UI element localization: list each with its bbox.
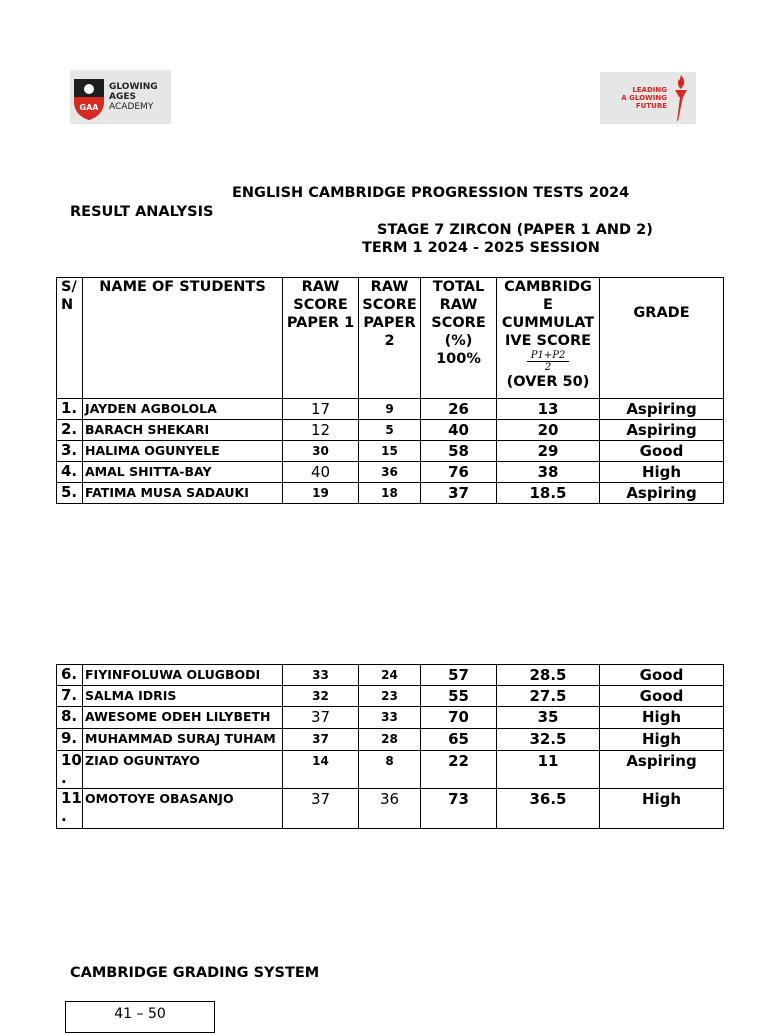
cumulative-score-cell: 11 xyxy=(497,751,600,789)
total-score-cell: 26 xyxy=(421,399,497,420)
student-name-cell: AMAL SHITTA-BAY xyxy=(83,462,283,483)
student-name-cell: AWESOME ODEH LILYBETH xyxy=(83,707,283,729)
table-row xyxy=(57,729,724,751)
grade-cell: High xyxy=(600,707,724,729)
paper1-score-cell: 17 xyxy=(283,399,359,420)
grade-cell: Aspiring xyxy=(600,420,724,441)
serial-number-cell: 11 . xyxy=(57,789,83,829)
student-name-cell: BARACH SHEKARI xyxy=(83,420,283,441)
student-name-cell: JAYDEN AGBOLOLA xyxy=(83,399,283,420)
student-name-cell: MUHAMMAD SURAJ TUHAM xyxy=(83,729,283,751)
paper2-score-cell: 36 xyxy=(359,462,421,483)
serial-number-cell: 2. xyxy=(57,420,83,441)
grade-cell: High xyxy=(600,789,724,829)
student-name-cell: OMOTOYE OBASANJO xyxy=(83,789,283,829)
grade-cell: High xyxy=(600,729,724,751)
table-row xyxy=(57,686,724,707)
paper1-score-cell: 19 xyxy=(283,483,359,504)
raw-paper2-header: RAW SCORE PAPER 2 xyxy=(359,278,421,399)
cumulative-score-cell: 32.5 xyxy=(497,729,600,751)
results-table-2 xyxy=(56,664,724,829)
cumulative-score-cell: 38 xyxy=(497,462,600,483)
paper1-score-cell: 32 xyxy=(283,686,359,707)
paper2-score-cell: 23 xyxy=(359,686,421,707)
paper2-score-cell: 5 xyxy=(359,420,421,441)
formula: P1+P2 2 xyxy=(497,350,599,373)
serial-number-cell: 8. xyxy=(57,707,83,729)
serial-number-cell: 9. xyxy=(57,729,83,751)
cumulative-score-cell: 29 xyxy=(497,441,600,462)
serial-number-cell: 7. xyxy=(57,686,83,707)
paper2-score-cell: 33 xyxy=(359,707,421,729)
sn-header: S/ N xyxy=(57,278,83,399)
paper1-score-cell: 14 xyxy=(283,751,359,789)
table-header-row xyxy=(57,278,724,399)
grade-cell: High xyxy=(600,462,724,483)
table-row xyxy=(57,707,724,729)
cumulative-score-cell: 13 xyxy=(497,399,600,420)
paper1-score-cell: 37 xyxy=(283,729,359,751)
name-header: NAME OF STUDENTS xyxy=(83,278,283,399)
logo-line-1: GLOWING xyxy=(109,82,158,92)
paper2-score-cell: 8 xyxy=(359,751,421,789)
paper2-score-cell: 18 xyxy=(359,483,421,504)
table-row xyxy=(57,420,724,441)
grade-cell: Aspiring xyxy=(600,751,724,789)
slogan-line-1: LEADING xyxy=(632,86,667,94)
paper2-score-cell: 24 xyxy=(359,665,421,686)
paper1-score-cell: 37 xyxy=(283,789,359,829)
student-name-cell: FIYINFOLUWA OLUGBODI xyxy=(83,665,283,686)
student-name-cell: ZIAD OGUNTAYO xyxy=(83,751,283,789)
serial-number-cell: 1. xyxy=(57,399,83,420)
cumulative-score-cell: 27.5 xyxy=(497,686,600,707)
table-row xyxy=(57,399,724,420)
raw-paper1-header: RAW SCORE PAPER 1 xyxy=(283,278,359,399)
slogan-line-3: FUTURE xyxy=(635,102,667,110)
total-score-cell: 70 xyxy=(421,707,497,729)
total-score-cell: 37 xyxy=(421,483,497,504)
serial-number-cell: 10 . xyxy=(57,751,83,789)
student-name-cell: SALMA IDRIS xyxy=(83,686,283,707)
grade-cell: Good xyxy=(600,665,724,686)
table-row xyxy=(57,751,724,789)
logo-line-2: AGES xyxy=(109,92,136,102)
svg-text:GAA: GAA xyxy=(79,103,99,112)
total-header: TOTAL RAW SCORE (%) 100% xyxy=(421,278,497,399)
serial-number-cell: 4. xyxy=(57,462,83,483)
grade-header: GRADE xyxy=(600,278,724,399)
total-score-cell: 57 xyxy=(421,665,497,686)
grade-cell: Good xyxy=(600,686,724,707)
total-score-cell: 22 xyxy=(421,751,497,789)
cumulative-score-cell: 35 xyxy=(497,707,600,729)
grade-cell: Aspiring xyxy=(600,483,724,504)
report-subtitle: RESULT ANALYSIS xyxy=(70,204,214,220)
slogan-line-2: A GLOWING xyxy=(621,94,667,102)
paper2-score-cell: 28 xyxy=(359,729,421,751)
leading-future-logo xyxy=(600,72,696,124)
total-score-cell: 65 xyxy=(421,729,497,751)
table-row xyxy=(57,665,724,686)
grade-range-box: 41 – 50 xyxy=(65,1001,215,1033)
total-score-cell: 76 xyxy=(421,462,497,483)
total-score-cell: 73 xyxy=(421,789,497,829)
torch-icon xyxy=(670,73,692,123)
grade-cell: Aspiring xyxy=(600,399,724,420)
table-row xyxy=(57,789,724,829)
total-score-cell: 40 xyxy=(421,420,497,441)
paper2-score-cell: 9 xyxy=(359,399,421,420)
cumulative-score-cell: 18.5 xyxy=(497,483,600,504)
cumulative-score-cell: 20 xyxy=(497,420,600,441)
paper1-score-cell: 40 xyxy=(283,462,359,483)
logo-line-3: ACADEMY xyxy=(109,102,154,112)
total-score-cell: 55 xyxy=(421,686,497,707)
glowing-ages-academy-logo xyxy=(70,70,171,124)
table-row xyxy=(57,462,724,483)
serial-number-cell: 6. xyxy=(57,665,83,686)
total-score-cell: 58 xyxy=(421,441,497,462)
student-name-cell: HALIMA OGUNYELE xyxy=(83,441,283,462)
cumulative-header: CAMBRIDG E CUMMULAT IVE SCORE P1+P2 2 (OVER 50) xyxy=(497,278,600,399)
student-name-cell: FATIMA MUSA SADAUKI xyxy=(83,483,283,504)
paper1-score-cell: 12 xyxy=(283,420,359,441)
cumulative-score-cell: 36.5 xyxy=(497,789,600,829)
serial-number-cell: 3. xyxy=(57,441,83,462)
paper1-score-cell: 30 xyxy=(283,441,359,462)
table-row xyxy=(57,441,724,462)
report-title: ENGLISH CAMBRIDGE PROGRESSION TESTS 2024 xyxy=(232,185,630,201)
paper2-score-cell: 36 xyxy=(359,789,421,829)
academy-shield-icon xyxy=(72,73,106,121)
paper2-score-cell: 15 xyxy=(359,441,421,462)
cumulative-score-cell: 28.5 xyxy=(497,665,600,686)
serial-number-cell: 5. xyxy=(57,483,83,504)
stage-heading: STAGE 7 ZIRCON (PAPER 1 AND 2) xyxy=(377,222,653,238)
grading-title: CAMBRIDGE GRADING SYSTEM xyxy=(70,965,320,981)
term-heading: TERM 1 2024 - 2025 SESSION xyxy=(362,240,600,256)
results-table-1 xyxy=(56,277,724,504)
table-row xyxy=(57,483,724,504)
grade-cell: Good xyxy=(600,441,724,462)
paper1-score-cell: 37 xyxy=(283,707,359,729)
paper1-score-cell: 33 xyxy=(283,665,359,686)
